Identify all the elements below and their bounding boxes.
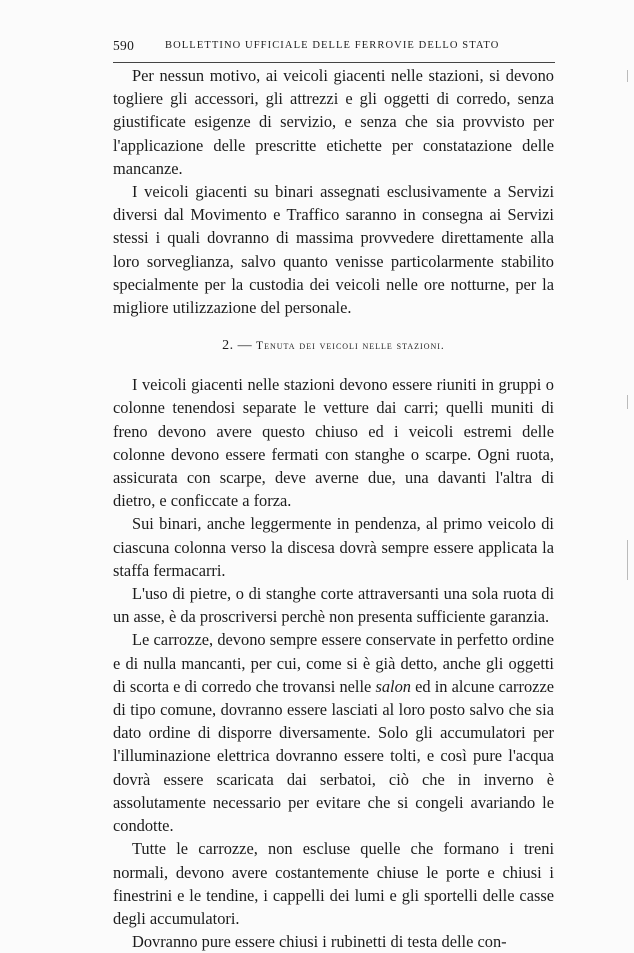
scan-edge-mark [627, 540, 628, 580]
paragraph-tutte-carrozze: Tutte le carrozze, non escluse quelle che formano i treni normali, devono avere costantemente chiuse le porte e chiusi i finestrini e le tendine, i cappelli dei lumi e gli sportelli delle casse degli accumulatori. [113, 839, 554, 928]
paragraph-servizi: I veicoli giacenti su binari assegnati esclusivamente a Servizi diversi dal Movimento e Traffico saranno in consegna ai Servizi stessi i quali dovranno di massima provvedere direttamente alla loro sorveglianza, salvo quanto venisse particolarmente stabilito specialmente per la custodia dei veicoli nelle ore notturne, per la migliore utilizzazione del personale. [113, 182, 554, 318]
paragraph-binari: Sui binari, anche leggermente in pendenza, al primo veicolo di ciascuna colonna verso la discesa dovrà sempre essere applicata la staffa fermacarri. [113, 514, 554, 580]
section-title: Tenuta dei veicoli nelle stazioni. [256, 340, 445, 353]
paragraph-veicoli-giacenti: I veicoli giacenti nelle stazioni devono essere riuniti in gruppi o colonne tenendosi separate le vetture dai carri; quelli muniti di freno devono avere questo chiuso ed i veicoli estremi delle colonne devono essere fermati con stanghe o scarpe. Ogni ruota, assicurata con scarpe, deve averne due, una davanti l'altra di dietro, e conficcate a forza. [113, 375, 554, 511]
paragraph-pietre: L'uso di pietre, o di stanghe corte attraversanti una sola ruota di un asse, è da proscriversi perchè non presenta sufficiente garanzia. [113, 584, 554, 627]
carrozze-italic-salon: salon [375, 676, 411, 696]
header-rule [113, 62, 555, 63]
paragraph-carrozze [113, 628, 554, 837]
page-number: 590 [113, 38, 135, 53]
paragraph-accessori: Per nessun motivo, ai veicoli giacenti nelle stazioni, si devono togliere gli accessori, gli attrezzi e gli oggetti di corredo, senza giustificate esigenze di servizio, e senza che sia provvisto per l'applicazione delle prescritte etichette per constatazione delle mancanze. [113, 66, 554, 178]
page-body [113, 64, 554, 953]
section-heading [113, 336, 554, 356]
running-title: BOLLETTINO UFFICIALE DELLE FERROVIE DELLO STATO [165, 40, 500, 51]
paragraph-rubinetti: Dovranno pure essere chiusi i rubinetti di testa delle con- [132, 932, 507, 952]
carrozze-text-b: ed in alcune carrozze di tipo comune, dovranno essere lasciati al loro posto salvo che sia dato ordine di disporre diversamente. Solo gli accumulatori per l'illuminazione elettrica dovranno essere tolti, e così pure l'acqua dovrà essere scaricata dai serbatoi, ciò che in inverno è assolutamente necessario per evitare che si congeli avariando le condotte. [113, 676, 554, 836]
scan-edge-mark [627, 395, 628, 409]
section-number: 2. — [222, 338, 253, 354]
page-header [113, 38, 553, 58]
scan-edge-mark [627, 70, 628, 82]
carrozze-text-a: Le carrozze, devono sempre essere conservate in perfetto ordine e di nulla mancanti, per cui, come si è già detto, anche gli oggetti di scorta e di corredo che trovansi nelle [113, 630, 554, 696]
